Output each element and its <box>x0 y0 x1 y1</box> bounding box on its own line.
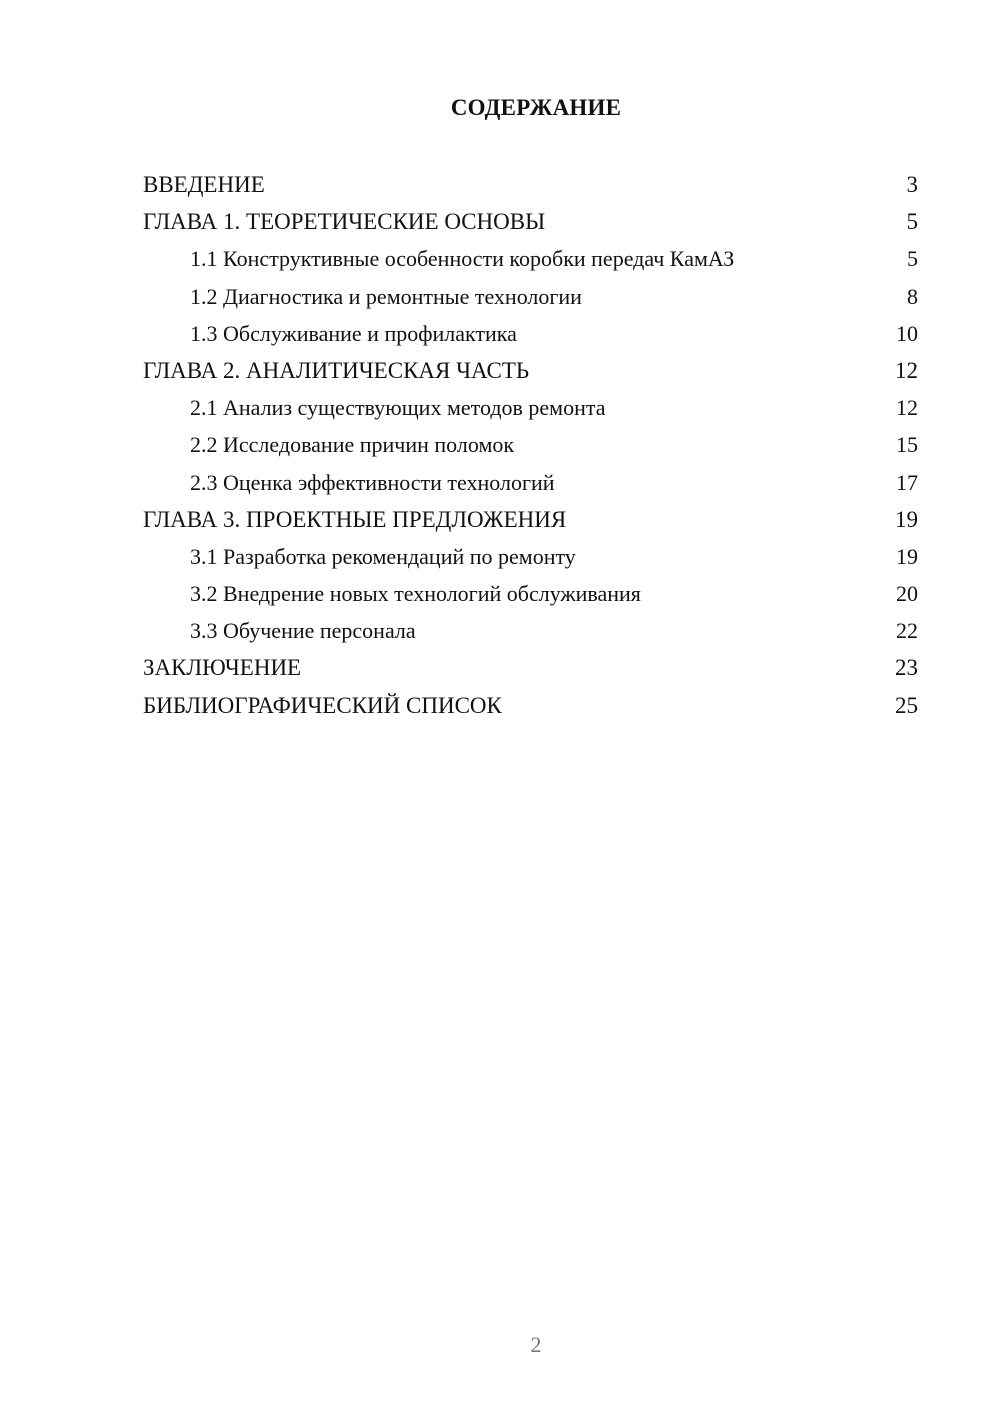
toc-entry-label: ЗАКЛЮЧЕНИЕ <box>143 655 302 681</box>
toc-entry-bibliography[interactable] <box>143 689 918 726</box>
toc-entry-chapter-3[interactable] <box>143 503 918 540</box>
toc-entry-section-1-3[interactable] <box>143 317 918 354</box>
toc-entry-chapter-1[interactable] <box>143 205 918 242</box>
toc-entry-page: 19 <box>896 543 918 569</box>
toc-entry-introduction[interactable] <box>143 168 918 205</box>
toc-entry-page: 20 <box>896 581 918 607</box>
toc-entry-section-2-3[interactable] <box>143 466 918 503</box>
toc-entry-page: 23 <box>895 655 918 681</box>
toc-entry-section-3-1[interactable] <box>143 540 918 577</box>
toc-entry-page: 5 <box>906 209 918 235</box>
toc-entry-label: 2.3 Оценка эффективности технологий <box>190 469 555 495</box>
toc-entry-label: 2.1 Анализ существующих методов ремонта <box>190 395 606 421</box>
table-of-contents <box>143 168 918 726</box>
toc-entry-page: 12 <box>896 395 918 421</box>
toc-entry-page: 25 <box>895 692 918 718</box>
toc-entry-page: 19 <box>895 506 918 532</box>
toc-entry-page: 17 <box>896 469 918 495</box>
toc-entry-label: БИБЛИОГРАФИЧЕСКИЙ СПИСОК <box>143 692 502 718</box>
toc-entry-chapter-2[interactable] <box>143 354 918 391</box>
page-number: 2 <box>530 1332 542 1357</box>
toc-entry-section-2-1[interactable] <box>143 391 918 428</box>
toc-entry-label: 3.3 Обучение персонала <box>190 618 416 644</box>
toc-entry-label: 3.2 Внедрение новых технологий обслуживания <box>190 581 641 607</box>
toc-entry-label: ГЛАВА 3. ПРОЕКТНЫЕ ПРЕДЛОЖЕНИЯ <box>143 506 567 532</box>
toc-entry-section-1-2[interactable] <box>143 280 918 317</box>
toc-entry-label: 1.3 Обслуживание и профилактика <box>190 320 517 346</box>
toc-entry-page: 5 <box>907 246 918 272</box>
toc-entry-label: 1.2 Диагностика и ремонтные технологии <box>190 283 582 309</box>
toc-entry-page: 12 <box>895 357 918 383</box>
toc-entry-conclusion[interactable] <box>143 651 918 688</box>
toc-entry-section-1-1[interactable] <box>143 242 918 279</box>
toc-entry-label: 2.2 Исследование причин поломок <box>190 432 515 458</box>
toc-entry-label: ГЛАВА 1. ТЕОРЕТИЧЕСКИЕ ОСНОВЫ <box>143 209 546 235</box>
toc-entry-label: ВВЕДЕНИЕ <box>143 172 265 197</box>
toc-entry-label: ГЛАВА 2. АНАЛИТИЧЕСКАЯ ЧАСТЬ <box>143 357 530 383</box>
toc-entry-label: 3.1 Разработка рекомендаций по ремонту <box>190 543 576 569</box>
toc-entry-page: 10 <box>896 320 918 346</box>
toc-entry-page: 15 <box>896 432 918 458</box>
toc-entry-page: 3 <box>906 172 918 197</box>
toc-entry-section-3-3[interactable] <box>143 614 918 651</box>
toc-entry-page: 8 <box>907 283 918 309</box>
toc-entry-page: 22 <box>896 618 918 644</box>
toc-entry-label: 1.1 Конструктивные особенности коробки передач КамАЗ <box>190 246 735 272</box>
toc-entry-section-3-2[interactable] <box>143 577 918 614</box>
page-title: СОДЕРЖАНИЕ <box>450 95 622 120</box>
toc-entry-section-2-2[interactable] <box>143 428 918 465</box>
